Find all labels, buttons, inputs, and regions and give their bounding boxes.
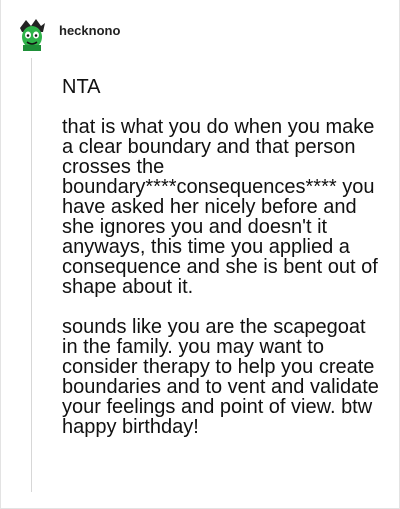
cartoon-character-avatar-icon <box>17 17 47 51</box>
post-paragraph: NTA <box>62 76 101 98</box>
post-header <box>17 16 120 52</box>
thread-line <box>31 58 32 492</box>
username[interactable]: hecknono <box>59 22 121 38</box>
avatar[interactable] <box>17 17 47 51</box>
post-paragraph: that is what you do when you make a clear boundary and that person crosses the boundary****consequences**** you have asked her nicely before and she ignores you and doesn't it anyways, this time you applied a consequence and she is bent out of shape about it. <box>62 116 378 298</box>
post-paragraph: sounds like you are the scapegoat in the family. you may want to consider therapy to help you create boundaries and to vent and validate your feelings and point of view. btw happy birthday! <box>62 316 379 438</box>
post-body <box>62 77 382 437</box>
